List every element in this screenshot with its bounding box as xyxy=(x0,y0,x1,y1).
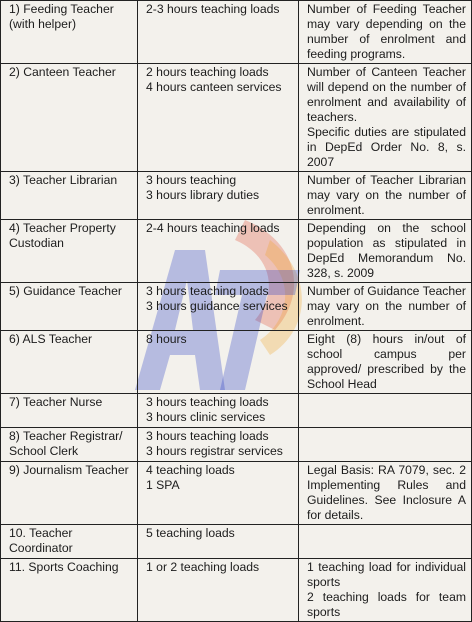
teaching-load-cell xyxy=(138,394,299,428)
table-row xyxy=(1,462,472,525)
position-cell: 1) Feeding Teacher (with helper) xyxy=(1,1,138,64)
table-row xyxy=(1,283,472,331)
table-row xyxy=(1,394,472,428)
teaching-load-line: 3 hours registrar services xyxy=(146,444,283,458)
teaching-load-line: 4 hours canteen services xyxy=(146,80,282,94)
teaching-load-line: 2 hours teaching loads xyxy=(146,65,269,79)
table-row xyxy=(1,559,472,622)
teaching-load-line: 1 or 2 teaching loads xyxy=(146,560,260,574)
remarks-cell xyxy=(299,220,472,283)
teaching-load-cell xyxy=(138,283,299,331)
position-cell: 6) ALS Teacher xyxy=(1,331,138,394)
remarks-cell xyxy=(299,1,472,64)
teaching-load-line: 2-3 hours teaching loads xyxy=(146,2,280,16)
table-row xyxy=(1,220,472,283)
remarks-line: Eight (8) hours in/out of school campus per approved/ prescribed by the School Head xyxy=(307,332,466,391)
teaching-load-line: 3 hours library duties xyxy=(146,188,260,202)
teaching-load-cell xyxy=(138,172,299,220)
teaching-load-line: 1 SPA xyxy=(146,478,180,492)
teaching-load-cell xyxy=(138,220,299,283)
teaching-load-line: 3 hours teaching loads xyxy=(146,395,269,409)
remarks-cell xyxy=(299,525,472,559)
teaching-load-cell xyxy=(138,525,299,559)
position-cell: 8) Teacher Registrar/ School Clerk xyxy=(1,428,138,462)
remarks-line: Legal Basis: RA 7079, sec. 2 Implementing Rules and Guidelines. See Inclosure A for details. xyxy=(307,463,466,522)
remarks-line: Specific duties are stipulated in DepEd Order No. 8, s. 2007 xyxy=(307,125,466,169)
remarks-cell xyxy=(299,428,472,462)
table-row xyxy=(1,331,472,394)
teaching-load-line: 3 hours teaching loads xyxy=(146,284,269,298)
remarks-line: 1 teaching load for individual sports xyxy=(307,560,466,589)
teaching-load-line: 3 hours clinic services xyxy=(146,410,266,424)
table-row xyxy=(1,428,472,462)
position-cell: 7) Teacher Nurse xyxy=(1,394,138,428)
remarks-cell xyxy=(299,283,472,331)
remarks-cell xyxy=(299,394,472,428)
table-row xyxy=(1,1,472,64)
teaching-load-line: 4 teaching loads xyxy=(146,463,235,477)
remarks-cell xyxy=(299,172,472,220)
position-cell: 3) Teacher Librarian xyxy=(1,172,138,220)
teaching-load-cell xyxy=(138,1,299,64)
remarks-cell xyxy=(299,64,472,172)
teaching-load-cell xyxy=(138,64,299,172)
remarks-cell xyxy=(299,559,472,622)
remarks-line: Number of Canteen Teacher will depend on the number of enrolment and availability of teachers. xyxy=(307,65,466,124)
table-row xyxy=(1,525,472,559)
remarks-line: Number of Feeding Teacher may vary depending on the number of enrolment and feeding programs. xyxy=(307,2,466,61)
position-cell: 2) Canteen Teacher xyxy=(1,64,138,172)
teaching-load-line: 8 hours xyxy=(146,332,187,346)
table-row xyxy=(1,64,472,172)
remarks-line: Depending on the school population as stipulated in DepEd Memorandum No. 328, s. 2009 xyxy=(307,221,466,280)
remarks-line: Number of Teacher Librarian may vary on the number of enrolment. xyxy=(307,173,466,217)
teaching-load-line: 5 teaching loads xyxy=(146,526,235,540)
position-cell: 10. Teacher Coordinator xyxy=(1,525,138,559)
teaching-load-line: 3 hours guidance services xyxy=(146,299,288,313)
position-cell: 11. Sports Coaching xyxy=(1,559,138,622)
position-cell: 9) Journalism Teacher xyxy=(1,462,138,525)
teaching-load-cell xyxy=(138,331,299,394)
teaching-load-cell xyxy=(138,462,299,525)
teaching-load-line: 3 hours teaching xyxy=(146,173,237,187)
remarks-cell xyxy=(299,331,472,394)
remarks-line: 2 teaching loads for team sports xyxy=(307,590,466,619)
remarks-line: Number of Guidance Teacher may vary on the number of enrolment. xyxy=(307,284,466,328)
position-cell: 4) Teacher Property Custodian xyxy=(1,220,138,283)
position-cell: 5) Guidance Teacher xyxy=(1,283,138,331)
teaching-load-cell xyxy=(138,428,299,462)
teaching-load-line: 3 hours teaching loads xyxy=(146,429,269,443)
teaching-load-line: 2-4 hours teaching loads xyxy=(146,221,280,235)
table-row xyxy=(1,172,472,220)
remarks-cell xyxy=(299,462,472,525)
teaching-load-cell xyxy=(138,559,299,622)
